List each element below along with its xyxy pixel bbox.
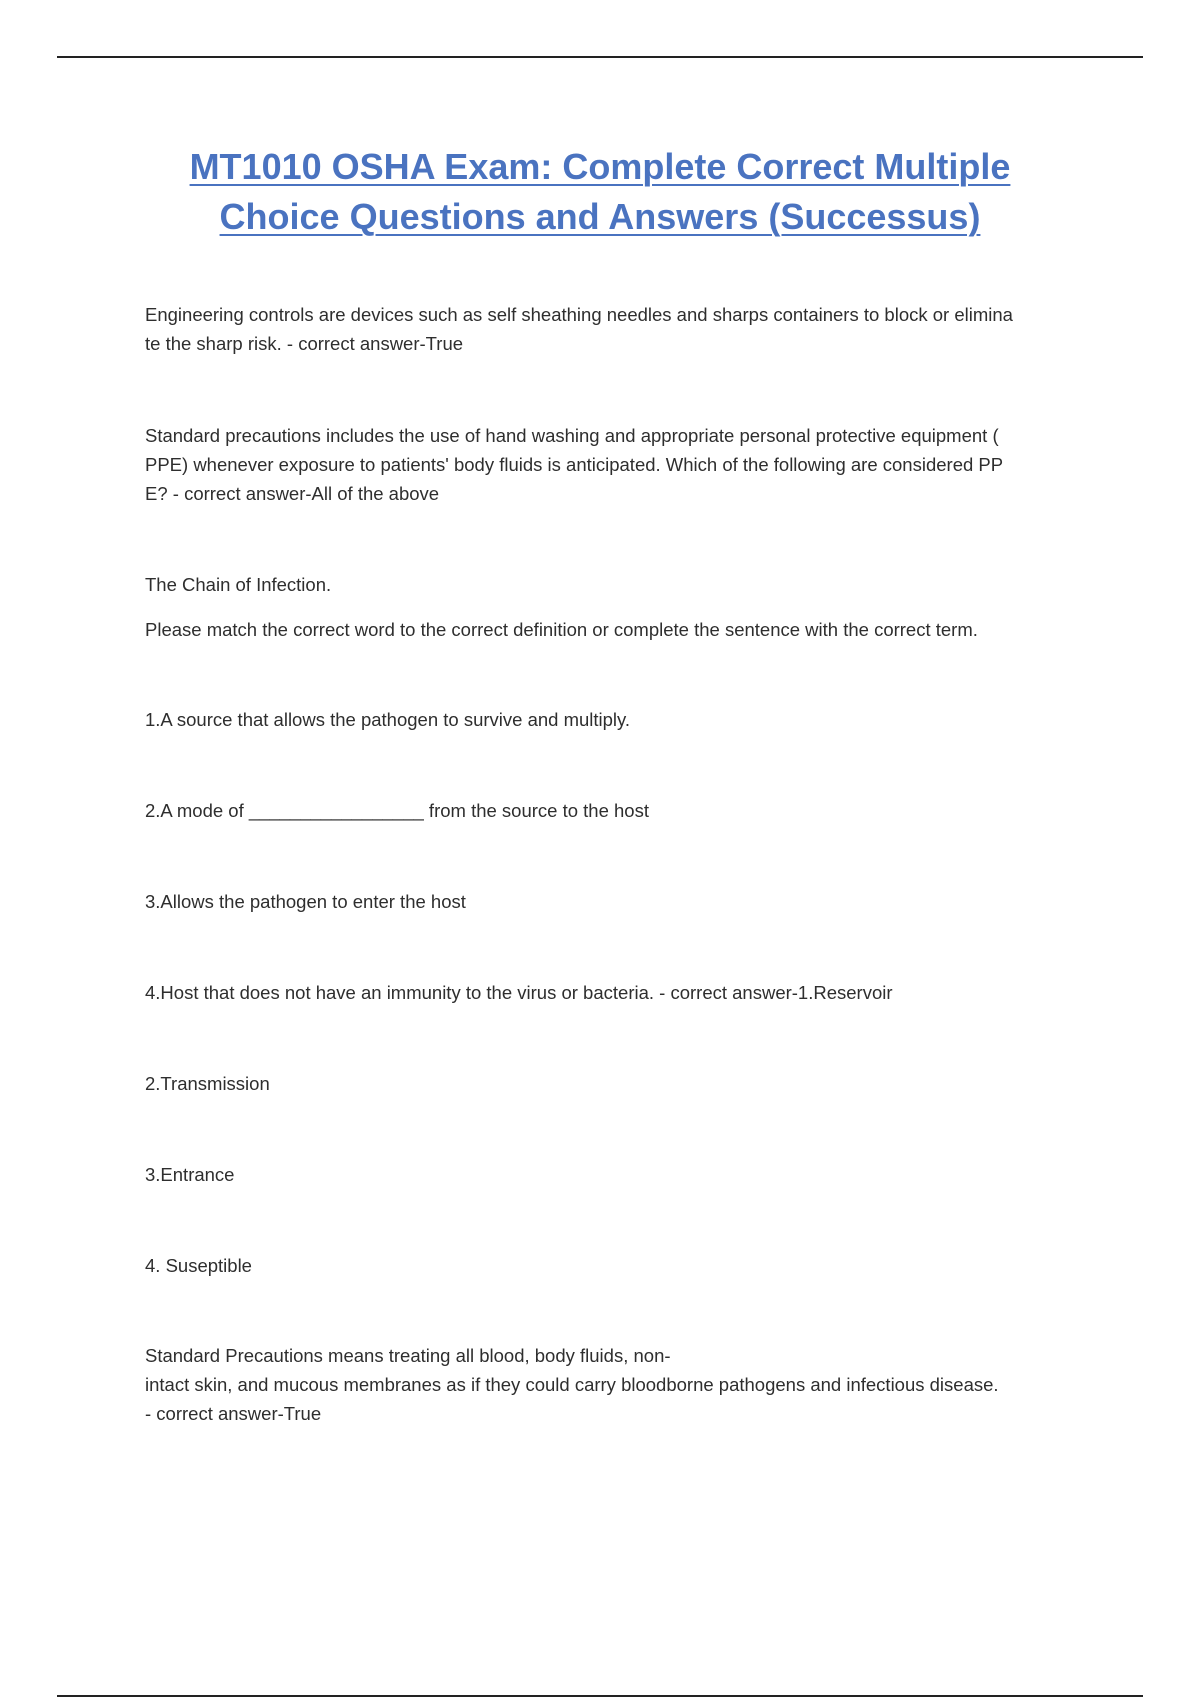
text-line: 3.Entrance (145, 1164, 235, 1185)
list-item (145, 705, 1095, 734)
top-rule (57, 56, 1143, 58)
text-line: - correct answer-True (145, 1403, 322, 1424)
document-title (100, 142, 1100, 242)
text-line: E? - correct answer-All of the above (145, 483, 440, 504)
text-line: The Chain of Infection. (145, 574, 332, 595)
text-line: Standard precautions includes the use of hand washing and appropriate personal protective equipment ( (145, 425, 999, 446)
text-line: Engineering controls are devices such as self sheathing needles and sharps containers to block or elimina (145, 304, 1013, 325)
question-engineering-controls (145, 300, 1095, 358)
list-item (145, 796, 1095, 825)
answer-item (145, 1251, 1095, 1280)
title-line-1: MT1010 OSHA Exam: Complete Correct Multiple (189, 146, 1011, 187)
bottom-rule (57, 1695, 1143, 1697)
text-line: 2.Transmission (145, 1073, 270, 1094)
text-line: Please match the correct word to the correct definition or complete the sentence with the correct term. (145, 619, 978, 640)
list-item (145, 887, 1095, 916)
text-line: PPE) whenever exposure to patients' body fluids is anticipated. Which of the following are considered PP (145, 454, 1004, 475)
text-line: intact skin, and mucous membranes as if they could carry bloodborne pathogens and infectious disease. (145, 1374, 999, 1395)
title-line-2: Choice Questions and Answers (Successus) (219, 196, 981, 237)
text-line: 3.Allows the pathogen to enter the host (145, 891, 466, 912)
list-item (145, 978, 1095, 1007)
answer-item (145, 1069, 1095, 1098)
answer-item (145, 1160, 1095, 1189)
question-standard-precautions-ppe (145, 421, 1095, 508)
chain-of-infection-heading (145, 570, 1095, 599)
text-line: te the sharp risk. - correct answer-True (145, 333, 464, 354)
text-line: 4. Suseptible (145, 1255, 252, 1276)
text-line: 2.A mode of _________________ from the source to the host (145, 800, 649, 821)
question-standard-precautions-definition (145, 1341, 1095, 1428)
text-line: 1.A source that allows the pathogen to survive and multiply. (145, 709, 631, 730)
matching-instructions (145, 615, 1095, 644)
text-line: Standard Precautions means treating all blood, body fluids, non- (145, 1345, 671, 1366)
text-line: 4.Host that does not have an immunity to the virus or bacteria. - correct answer-1.Reservoir (145, 982, 893, 1003)
